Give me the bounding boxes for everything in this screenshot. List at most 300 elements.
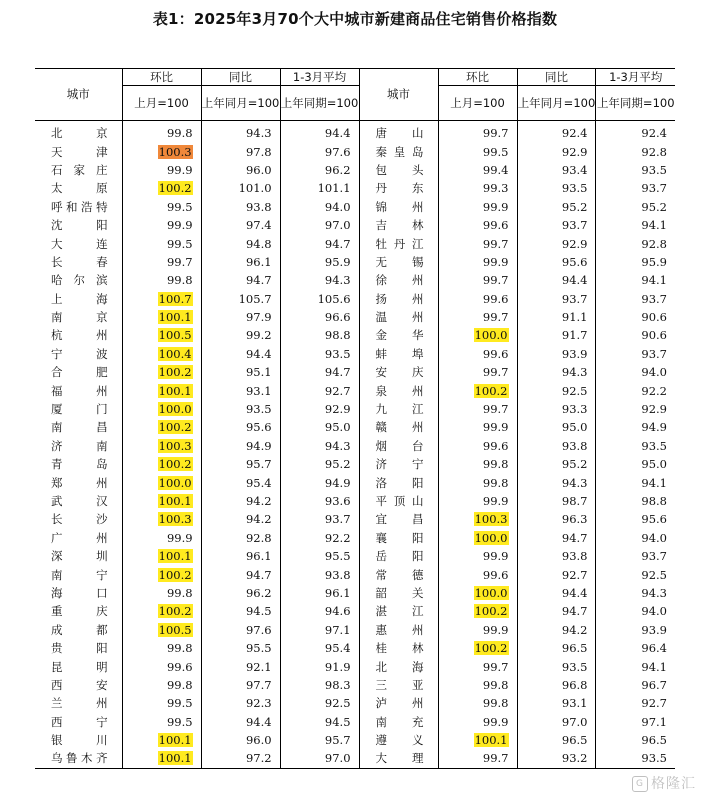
avg-value: 96.4 <box>596 639 675 657</box>
table-row <box>35 694 675 712</box>
city-name: 厦门 <box>51 402 108 417</box>
yoy-value: 96.1 <box>201 547 280 565</box>
mom-value-text: 99.9 <box>482 420 509 435</box>
table-row <box>35 216 675 234</box>
mom-value <box>122 510 201 528</box>
city-name: 蚌埠 <box>359 345 438 363</box>
mom-value-text: 99.8 <box>166 641 193 656</box>
city-name: 遵义 <box>359 731 438 749</box>
avg-value: 95.7 <box>280 731 359 749</box>
avg-value: 94.3 <box>280 437 359 455</box>
yoy-value: 93.8 <box>517 437 596 455</box>
mom-value <box>438 713 517 731</box>
header-city-right: 城市 <box>359 69 438 121</box>
city-name: 济宁 <box>359 455 438 473</box>
city-name: 北京 <box>51 126 108 141</box>
city-name: 大连 <box>51 236 108 251</box>
table-row <box>35 602 675 620</box>
city-name: 安庆 <box>359 363 438 381</box>
mom-value-text: 99.9 <box>482 622 509 637</box>
avg-value: 92.8 <box>596 234 675 252</box>
yoy-value: 94.3 <box>201 121 280 143</box>
table-row <box>35 381 675 399</box>
mom-highlight: 100.0 <box>474 530 508 545</box>
yoy-value: 93.1 <box>201 381 280 399</box>
city-name: 重庆 <box>51 604 108 619</box>
mom-value <box>438 326 517 344</box>
avg-value: 92.7 <box>596 694 675 712</box>
city-name: 成都 <box>51 622 108 637</box>
city-name: 杭州 <box>51 328 108 343</box>
mom-value-text: 99.7 <box>482 659 509 674</box>
city-name: 乌鲁木齐 <box>51 751 108 766</box>
header-mom-right: 环比 <box>438 69 517 86</box>
mom-value <box>438 547 517 565</box>
table-row <box>35 326 675 344</box>
yoy-value: 94.9 <box>201 437 280 455</box>
mom-highlight: 100.4 <box>158 346 192 361</box>
avg-value: 101.1 <box>280 179 359 197</box>
table-row <box>35 308 675 326</box>
yoy-value: 94.7 <box>517 602 596 620</box>
yoy-value: 93.3 <box>517 400 596 418</box>
yoy-value: 101.0 <box>201 179 280 197</box>
header-yoy-sub-right: 上年同月=100 <box>517 86 596 121</box>
mom-value <box>122 565 201 583</box>
avg-value: 97.6 <box>280 142 359 160</box>
mom-value-text: 99.5 <box>166 714 193 729</box>
mom-highlight: 100.1 <box>158 494 192 508</box>
avg-value: 96.6 <box>280 308 359 326</box>
mom-value-text: 99.9 <box>482 254 509 269</box>
city-name: 唐山 <box>359 121 438 143</box>
table-row <box>35 713 675 731</box>
mom-value <box>122 529 201 547</box>
yoy-value: 95.2 <box>517 198 596 216</box>
mom-value-text: 99.7 <box>482 402 509 417</box>
mom-value-text: 99.7 <box>482 273 509 288</box>
mom-highlight: 100.1 <box>158 751 192 766</box>
avg-value: 93.7 <box>596 345 675 363</box>
city-name: 太原 <box>51 181 108 196</box>
city-name: 南京 <box>51 310 108 325</box>
mom-value <box>122 142 201 160</box>
mom-value <box>122 216 201 234</box>
avg-value: 95.9 <box>596 253 675 271</box>
yoy-value: 94.4 <box>517 271 596 289</box>
mom-value-text: 99.5 <box>166 236 193 251</box>
mom-value-text: 99.6 <box>482 346 509 361</box>
city-name: 青岛 <box>51 457 108 472</box>
mom-value <box>438 621 517 639</box>
mom-value-text: 99.5 <box>166 696 193 711</box>
mom-highlight: 100.1 <box>474 733 508 748</box>
yoy-value: 94.2 <box>201 492 280 510</box>
mom-value <box>438 179 517 197</box>
city-name: 呼和浩特 <box>51 199 108 214</box>
yoy-value: 94.2 <box>201 510 280 528</box>
city-name: 海口 <box>51 585 108 600</box>
mom-value-text: 99.9 <box>482 549 509 564</box>
mom-value-text: 99.5 <box>482 144 509 159</box>
yoy-value: 95.1 <box>201 363 280 381</box>
city-name: 锦州 <box>359 198 438 216</box>
header-mom-sub-left: 上月=100 <box>122 86 201 121</box>
avg-value: 92.8 <box>596 142 675 160</box>
yoy-value: 97.7 <box>201 676 280 694</box>
table-row <box>35 547 675 565</box>
yoy-value: 93.5 <box>517 179 596 197</box>
yoy-value: 96.5 <box>517 731 596 749</box>
mom-value <box>122 363 201 381</box>
yoy-value: 95.2 <box>517 455 596 473</box>
mom-value-text: 99.8 <box>166 585 193 600</box>
yoy-value: 99.2 <box>201 326 280 344</box>
mom-value <box>438 198 517 216</box>
avg-value: 96.7 <box>596 676 675 694</box>
header-avg-sub-left: 上年同期=100 <box>280 86 359 121</box>
table-row <box>35 492 675 510</box>
city-name: 西宁 <box>51 714 108 729</box>
avg-value: 95.2 <box>280 455 359 473</box>
mom-value <box>438 455 517 473</box>
mom-value-text: 99.8 <box>166 126 193 141</box>
mom-value <box>122 694 201 712</box>
avg-value: 94.3 <box>596 584 675 602</box>
mom-highlight: 100.3 <box>158 512 192 527</box>
city-name: 三亚 <box>359 676 438 694</box>
mom-value <box>122 198 201 216</box>
avg-value: 94.0 <box>596 602 675 620</box>
avg-value: 95.0 <box>280 418 359 436</box>
mom-value <box>122 437 201 455</box>
avg-value: 91.9 <box>280 657 359 675</box>
mom-value <box>122 547 201 565</box>
avg-value: 93.6 <box>280 492 359 510</box>
avg-value: 93.7 <box>596 290 675 308</box>
city-name: 济南 <box>51 438 108 453</box>
mom-highlight: 100.1 <box>158 549 192 564</box>
mom-value <box>438 253 517 271</box>
city-name: 襄阳 <box>359 529 438 547</box>
mom-value <box>122 326 201 344</box>
mom-value-text: 99.5 <box>166 199 193 214</box>
avg-value: 97.0 <box>280 749 359 768</box>
mom-value <box>438 639 517 657</box>
avg-value: 95.0 <box>596 455 675 473</box>
yoy-value: 92.7 <box>517 565 596 583</box>
yoy-value: 92.9 <box>517 142 596 160</box>
mom-value <box>122 271 201 289</box>
city-name: 兰州 <box>51 696 108 711</box>
city-name: 无锡 <box>359 253 438 271</box>
city-name: 湛江 <box>359 602 438 620</box>
avg-value: 93.7 <box>280 510 359 528</box>
mom-value <box>438 363 517 381</box>
mom-value-text: 99.7 <box>482 126 509 141</box>
mom-value <box>122 253 201 271</box>
avg-value: 97.1 <box>280 621 359 639</box>
mom-highlight: 100.2 <box>158 365 192 380</box>
mom-value-text: 99.8 <box>482 457 509 472</box>
mom-highlight: 100.3 <box>474 512 508 527</box>
mom-highlight: 100.1 <box>158 383 192 398</box>
table-row <box>35 179 675 197</box>
table-row <box>35 510 675 528</box>
avg-value: 96.1 <box>280 584 359 602</box>
mom-value-text: 99.8 <box>482 677 509 692</box>
city-name: 大理 <box>359 749 438 768</box>
avg-value: 90.6 <box>596 326 675 344</box>
mom-value-text: 99.3 <box>482 181 509 196</box>
mom-value <box>122 657 201 675</box>
mom-value <box>438 676 517 694</box>
yoy-value: 96.0 <box>201 731 280 749</box>
city-name: 金华 <box>359 326 438 344</box>
city-name: 桂林 <box>359 639 438 657</box>
mom-value <box>122 731 201 749</box>
city-name: 泉州 <box>359 381 438 399</box>
table-row <box>35 731 675 749</box>
watermark-text: 格隆汇 <box>651 776 696 792</box>
header-mom-left: 环比 <box>122 69 201 86</box>
yoy-value: 95.7 <box>201 455 280 473</box>
mom-value <box>122 473 201 491</box>
table-row <box>35 290 675 308</box>
yoy-value: 97.9 <box>201 308 280 326</box>
avg-value: 94.0 <box>596 529 675 547</box>
mom-value <box>122 418 201 436</box>
avg-value: 96.5 <box>596 731 675 749</box>
yoy-value: 93.8 <box>201 198 280 216</box>
mom-value <box>122 492 201 510</box>
yoy-value: 91.1 <box>517 308 596 326</box>
avg-value: 94.4 <box>280 121 359 143</box>
table-row <box>35 529 675 547</box>
mom-value <box>122 179 201 197</box>
header-avg-sub-right: 上年同期=100 <box>596 86 675 121</box>
avg-value: 92.9 <box>596 400 675 418</box>
avg-value: 95.5 <box>280 547 359 565</box>
mom-value <box>438 234 517 252</box>
mom-value <box>122 400 201 418</box>
yoy-value: 93.4 <box>517 161 596 179</box>
mom-value-text: 99.4 <box>482 162 509 177</box>
price-index-table <box>35 68 675 769</box>
yoy-value: 94.7 <box>201 271 280 289</box>
mom-value <box>438 161 517 179</box>
city-name: 郑州 <box>51 475 108 490</box>
mom-value <box>438 437 517 455</box>
yoy-value: 96.2 <box>201 584 280 602</box>
mom-highlight: 100.0 <box>474 585 508 600</box>
mom-value-text: 99.7 <box>482 310 509 325</box>
city-name: 天津 <box>51 144 108 159</box>
city-name: 银川 <box>51 733 108 748</box>
mom-value <box>122 381 201 399</box>
city-name: 牡丹江 <box>359 234 438 252</box>
table-row <box>35 271 675 289</box>
mom-value <box>122 749 201 768</box>
yoy-value: 92.3 <box>201 694 280 712</box>
mom-highlight: 100.0 <box>158 475 192 490</box>
avg-value: 94.0 <box>596 363 675 381</box>
avg-value: 93.5 <box>596 437 675 455</box>
mom-value-text: 99.9 <box>166 162 193 177</box>
city-name: 秦皇岛 <box>359 142 438 160</box>
city-name: 长沙 <box>51 512 108 527</box>
yoy-value: 94.4 <box>201 713 280 731</box>
mom-value-text: 99.6 <box>166 659 193 674</box>
city-name: 深圳 <box>51 549 108 564</box>
mom-value <box>438 121 517 143</box>
avg-value: 92.7 <box>280 381 359 399</box>
mom-value <box>438 290 517 308</box>
mom-value-text: 99.9 <box>166 218 193 233</box>
yoy-value: 96.0 <box>201 161 280 179</box>
yoy-value: 93.9 <box>517 345 596 363</box>
mom-value <box>438 694 517 712</box>
yoy-value: 95.4 <box>201 473 280 491</box>
city-name: 惠州 <box>359 621 438 639</box>
avg-value: 105.6 <box>280 290 359 308</box>
mom-value <box>438 381 517 399</box>
yoy-value: 91.7 <box>517 326 596 344</box>
mom-highlight: 100.2 <box>158 457 192 472</box>
yoy-value: 92.9 <box>517 234 596 252</box>
city-name: 丹东 <box>359 179 438 197</box>
avg-value: 93.7 <box>596 547 675 565</box>
table-row <box>35 234 675 252</box>
city-name: 广州 <box>51 530 108 545</box>
city-name: 上海 <box>51 291 108 306</box>
mom-highlight: 100.2 <box>158 604 192 619</box>
avg-value: 93.8 <box>280 565 359 583</box>
avg-value: 92.2 <box>596 381 675 399</box>
yoy-value: 96.3 <box>517 510 596 528</box>
page-title: 表1：2025年3月70个大中城市新建商品住宅销售价格指数 <box>152 10 558 28</box>
avg-value: 94.1 <box>596 271 675 289</box>
city-name: 包头 <box>359 161 438 179</box>
city-name: 贵阳 <box>51 641 108 656</box>
mom-value <box>122 602 201 620</box>
table-row <box>35 161 675 179</box>
city-name: 昆明 <box>51 659 108 674</box>
city-name: 洛阳 <box>359 473 438 491</box>
yoy-value: 94.8 <box>201 234 280 252</box>
header-city-left: 城市 <box>35 69 122 121</box>
city-name: 烟台 <box>359 437 438 455</box>
yoy-value: 97.2 <box>201 749 280 768</box>
yoy-value: 94.2 <box>517 621 596 639</box>
table-row <box>35 345 675 363</box>
city-name: 长春 <box>51 254 108 269</box>
city-name: 吉林 <box>359 216 438 234</box>
table-row <box>35 437 675 455</box>
mom-highlight: 100.2 <box>158 181 192 196</box>
header-avg-left: 1-3月平均 <box>280 69 359 86</box>
mom-value <box>438 418 517 436</box>
avg-value: 92.9 <box>280 400 359 418</box>
yoy-value: 94.7 <box>517 529 596 547</box>
avg-value: 98.3 <box>280 676 359 694</box>
avg-value: 98.8 <box>280 326 359 344</box>
mom-value <box>438 565 517 583</box>
yoy-value: 92.5 <box>517 381 596 399</box>
mom-highlight: 100.2 <box>474 641 508 656</box>
yoy-value: 96.8 <box>517 676 596 694</box>
avg-value: 94.3 <box>280 271 359 289</box>
mom-value <box>122 713 201 731</box>
avg-value: 95.4 <box>280 639 359 657</box>
mom-value <box>438 731 517 749</box>
yoy-value: 94.4 <box>517 584 596 602</box>
avg-value: 94.9 <box>280 473 359 491</box>
avg-value: 90.6 <box>596 308 675 326</box>
mom-value <box>122 621 201 639</box>
mom-value <box>122 234 201 252</box>
city-name: 徐州 <box>359 271 438 289</box>
yoy-value: 97.4 <box>201 216 280 234</box>
avg-value: 93.5 <box>280 345 359 363</box>
city-name: 哈尔滨 <box>51 273 108 288</box>
mom-value <box>438 510 517 528</box>
yoy-value: 92.1 <box>201 657 280 675</box>
yoy-value: 93.8 <box>517 547 596 565</box>
yoy-value: 93.2 <box>517 749 596 768</box>
city-name: 宁波 <box>51 346 108 361</box>
mom-value <box>122 639 201 657</box>
avg-value: 92.2 <box>280 529 359 547</box>
avg-value: 94.1 <box>596 657 675 675</box>
city-name: 南充 <box>359 713 438 731</box>
avg-value: 93.5 <box>596 161 675 179</box>
avg-value: 94.7 <box>280 234 359 252</box>
yoy-value: 95.0 <box>517 418 596 436</box>
mom-value-text: 99.9 <box>482 494 509 508</box>
city-name: 平顶山 <box>359 492 438 510</box>
table-row <box>35 473 675 491</box>
header-yoy-left: 同比 <box>201 69 280 86</box>
avg-value: 97.1 <box>596 713 675 731</box>
mom-value <box>122 161 201 179</box>
avg-value: 95.2 <box>596 198 675 216</box>
avg-value: 96.2 <box>280 161 359 179</box>
avg-value: 94.9 <box>596 418 675 436</box>
mom-value <box>438 473 517 491</box>
mom-highlight: 100.1 <box>158 310 192 325</box>
avg-value: 93.5 <box>596 749 675 768</box>
mom-value <box>438 602 517 620</box>
avg-value: 92.4 <box>596 121 675 143</box>
table-row <box>35 253 675 271</box>
city-name: 扬州 <box>359 290 438 308</box>
mom-value-text: 99.8 <box>166 677 193 692</box>
yoy-value: 92.8 <box>201 529 280 547</box>
watermark-logo-icon: G <box>632 776 648 792</box>
yoy-value: 95.5 <box>201 639 280 657</box>
mom-value <box>122 676 201 694</box>
yoy-value: 93.7 <box>517 290 596 308</box>
mom-value-text: 99.7 <box>482 751 509 766</box>
yoy-value: 93.5 <box>517 657 596 675</box>
city-name: 石家庄 <box>51 162 108 177</box>
city-name: 西安 <box>51 677 108 692</box>
yoy-value: 97.6 <box>201 621 280 639</box>
avg-value: 97.0 <box>280 216 359 234</box>
mom-value <box>438 529 517 547</box>
table-row <box>35 363 675 381</box>
